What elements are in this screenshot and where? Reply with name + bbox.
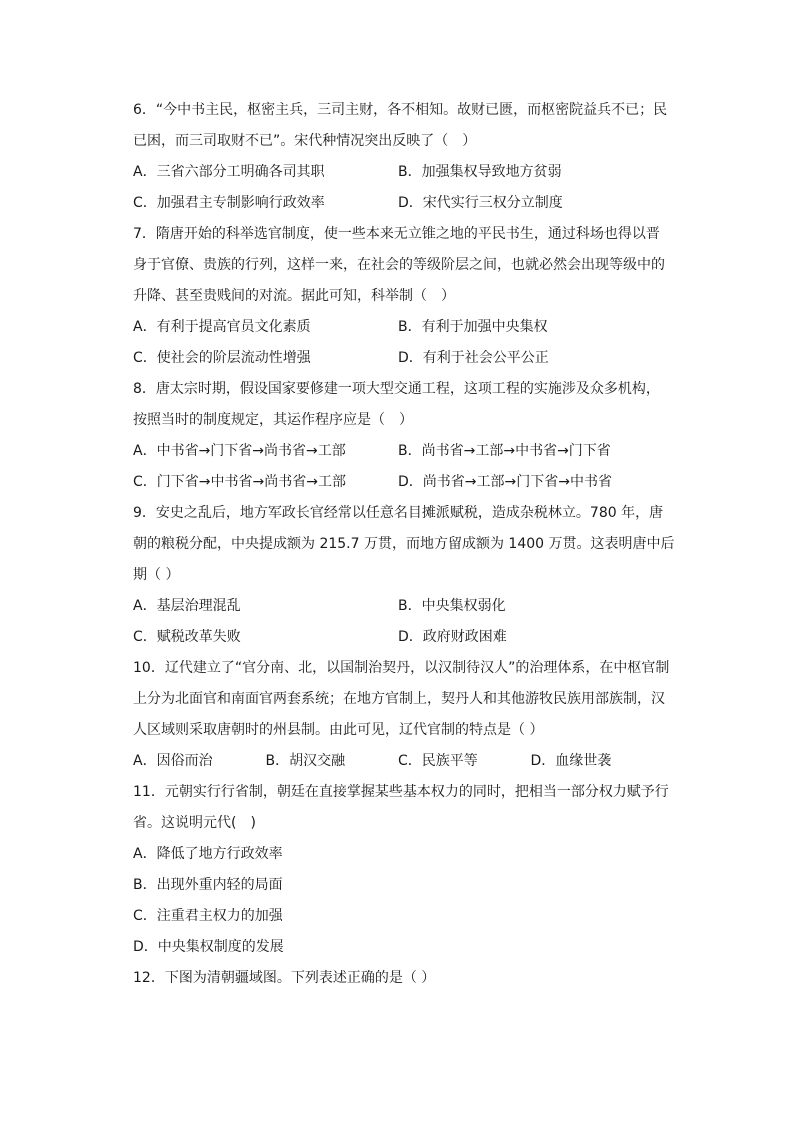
answer-option[interactable]: D．血缘世袭 [530, 753, 612, 769]
answer-option[interactable]: C．注重君主权力的加强 [133, 908, 283, 924]
question-block [133, 498, 675, 653]
question-stem-line: 6．“今中书主民，枢密主兵，三司主财，各不相知。故财已匮，而枢密院益兵不已；民 [133, 102, 668, 118]
option-row [133, 622, 663, 653]
question-stem-line: 8．唐太宗时期，假设国家要修建一项大型交通工程，这项工程的实施涉及众多机构， [133, 381, 660, 397]
option-row [133, 467, 663, 498]
answer-option[interactable]: A．因俗而治 [133, 753, 213, 769]
question-block [133, 219, 663, 374]
answer-option[interactable]: B．中央集权弱化 [398, 598, 506, 614]
option-row [133, 343, 663, 374]
question-block [133, 963, 663, 994]
question-stem-line: 升降、甚至贵贱间的对流。据此可知，科举制（ ） [133, 288, 455, 304]
question-stem-line: 9．安史之乱后，地方军政长官经常以任意名目摊派赋税，造成杂税林立。780 年，唐 [133, 505, 664, 521]
option-row [133, 436, 663, 467]
answer-option[interactable]: C．门下省→中书省→尚书省→工部 [133, 474, 346, 490]
option-row [133, 591, 663, 622]
answer-option[interactable]: B．加强集权导致地方贫弱 [398, 164, 562, 180]
option-row [133, 157, 663, 188]
answer-option[interactable]: C．赋税改革失败 [133, 629, 241, 645]
question-stem-line: 朝的粮税分配，中央提成额为 215.7 万贯，而地方留成额为 1400 万贯。这表明唐中后 [133, 536, 675, 552]
answer-option[interactable]: D．宋代实行三权分立制度 [398, 195, 563, 211]
answer-option[interactable]: C．使社会的阶层流动性增强 [133, 350, 311, 366]
question-stem-line: 人区域则采取唐朝时的州县制。由此可见，辽代官制的特点是（ ） [133, 722, 544, 738]
question-stem-line: 身于官僚、贵族的行列，这样一来，在社会的等级阶层之间，也就必然会出现等级中的 [133, 257, 665, 273]
answer-option[interactable]: B．胡汉交融 [265, 753, 346, 769]
question-stem-line: 12．下图为清朝疆域图。下列表述正确的是（ ） [133, 970, 436, 986]
answer-option[interactable]: A．中书省→门下省→尚书省→工部 [133, 443, 346, 459]
question-stem-line: 期（ ） [133, 567, 180, 583]
answer-option[interactable]: B．尚书省→工部→中书省→门下省 [398, 443, 611, 459]
question-block [133, 777, 669, 963]
question-stem-line: 11．元朝实行行省制，朝廷在直接掌握某些基本权力的同时，把相当一部分权力赋予行 [133, 784, 669, 800]
option-row [133, 746, 663, 777]
answer-option[interactable]: D．政府财政困难 [398, 629, 507, 645]
question-block [133, 374, 663, 498]
answer-option[interactable]: B．有利于加强中央集权 [398, 319, 548, 335]
answer-option[interactable]: A．三省六部分工明确各司其职 [133, 164, 325, 180]
answer-option[interactable]: D．中央集权制度的发展 [133, 939, 284, 955]
question-stem-line: 省。这说明元代( ) [133, 815, 256, 831]
question-stem-line: 按照当时的制度规定，其运作程序应是（ ） [133, 412, 413, 428]
question-stem-line: 10．辽代建立了“官分南、北，以国制治契丹，以汉制待汉人”的治理体系，在中枢官制 [133, 660, 670, 676]
question-block [133, 95, 668, 219]
answer-option[interactable]: A．降低了地方行政效率 [133, 846, 283, 862]
answer-option[interactable]: A．基层治理混乱 [133, 598, 241, 614]
option-row [133, 188, 663, 219]
answer-option[interactable]: B．出现外重内轻的局面 [133, 877, 283, 893]
answer-option[interactable]: C．加强君主专制影响行政效率 [133, 195, 325, 211]
question-block [133, 653, 670, 777]
answer-option[interactable]: D．尚书省→工部→门下省→中书省 [398, 474, 612, 490]
answer-option[interactable]: A．有利于提高官员文化素质 [133, 319, 311, 335]
answer-option[interactable]: D．有利于社会公平公正 [398, 350, 549, 366]
question-stem-line: 已困，而三司取财不已”。宋代种情况突出反映了（ ） [133, 133, 477, 149]
option-row [133, 312, 663, 343]
answer-option[interactable]: C．民族平等 [398, 753, 478, 769]
question-list [133, 95, 675, 994]
question-stem-line: 上分为北面官和南面官两套系统；在地方官制上，契丹人和其他游牧民族用部族制，汉 [133, 691, 665, 707]
question-stem-line: 7．隋唐开始的科举选官制度，使一些本来无立锥之地的平民书生，通过科场也得以晋 [133, 226, 660, 242]
